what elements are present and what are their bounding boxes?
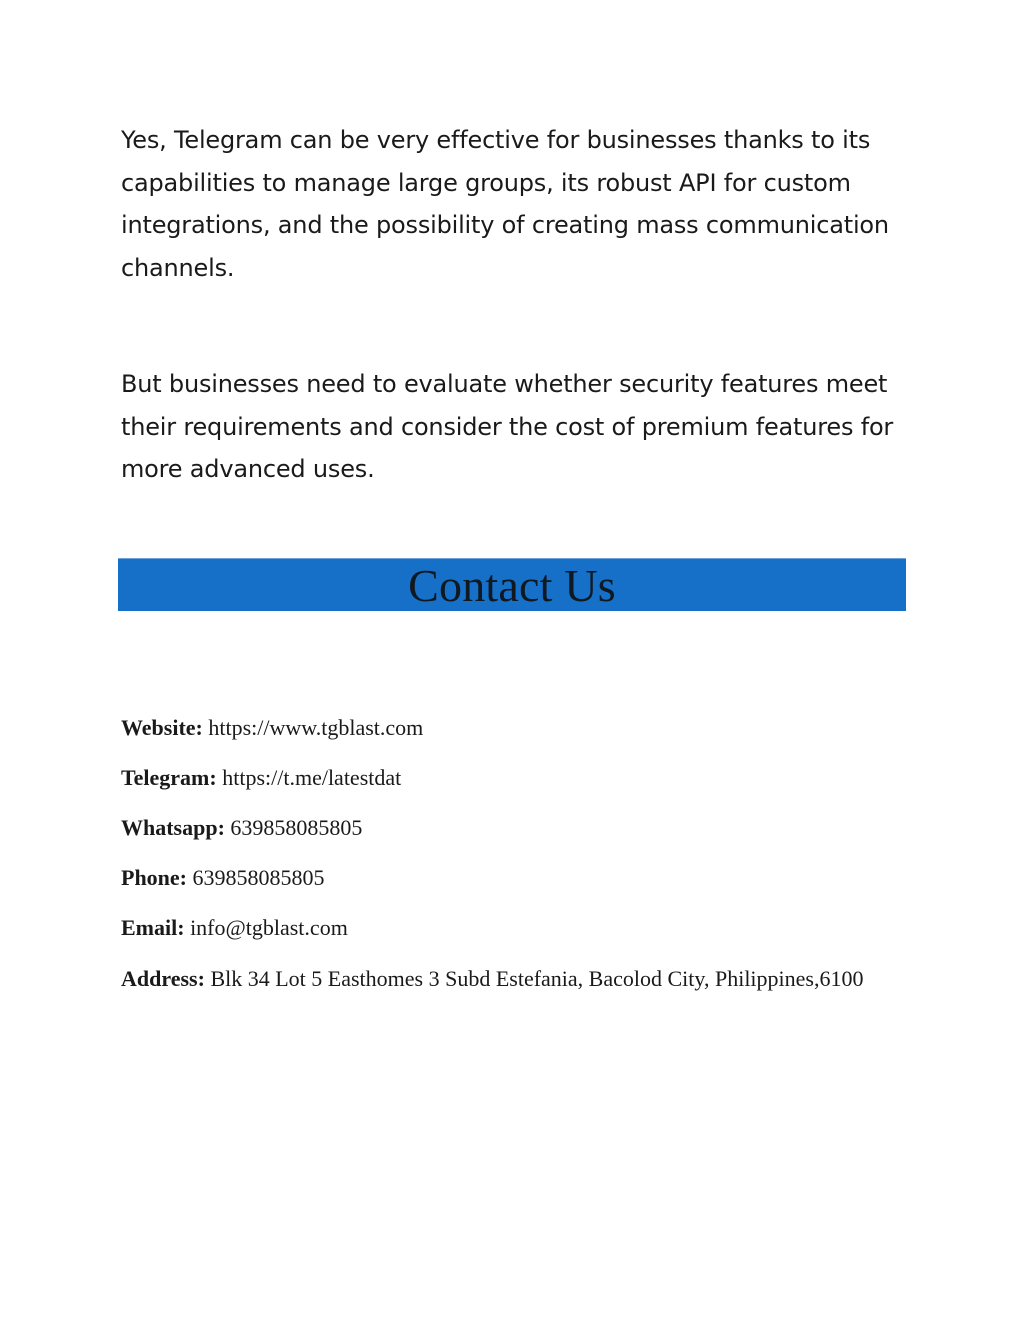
address-value: Blk 34 Lot 5 Easthomes 3 Subd Estefania, Bacolod City, Philippines,6100 [210, 966, 864, 991]
website-row [121, 712, 911, 762]
telegram-label: Telegram: [121, 765, 217, 790]
whatsapp-row [121, 812, 911, 862]
phone-label: Phone: [121, 865, 187, 890]
whatsapp-number: 639858085805 [230, 815, 363, 840]
contact-us-banner [118, 558, 906, 611]
email-row [121, 912, 911, 962]
security-paragraph: But businesses need to evaluate whether security features meet their requirements and consider the cost of premium features for more advanced uses. [121, 370, 894, 483]
telegram-row [121, 762, 911, 812]
phone-number: 639858085805 [192, 865, 325, 890]
email-label: Email: [121, 915, 185, 940]
website-label: Website: [121, 715, 203, 740]
address-row [121, 962, 911, 995]
whatsapp-label: Whatsapp: [121, 815, 225, 840]
website-link[interactable]: https://www.tgblast.com [208, 715, 424, 740]
phone-row [121, 862, 911, 912]
intro-paragraph: Yes, Telegram can be very effective for businesses thanks to its capabilities to manage large groups, its robust API for custom integrations, and the possibility of creating mass communication channels. [121, 126, 889, 282]
contact-details [121, 712, 911, 995]
address-label: Address: [121, 966, 205, 991]
email-address[interactable]: info@tgblast.com [190, 915, 348, 940]
contact-us-heading: Contact Us [408, 559, 616, 611]
telegram-link[interactable]: https://t.me/latestdat [222, 765, 402, 790]
